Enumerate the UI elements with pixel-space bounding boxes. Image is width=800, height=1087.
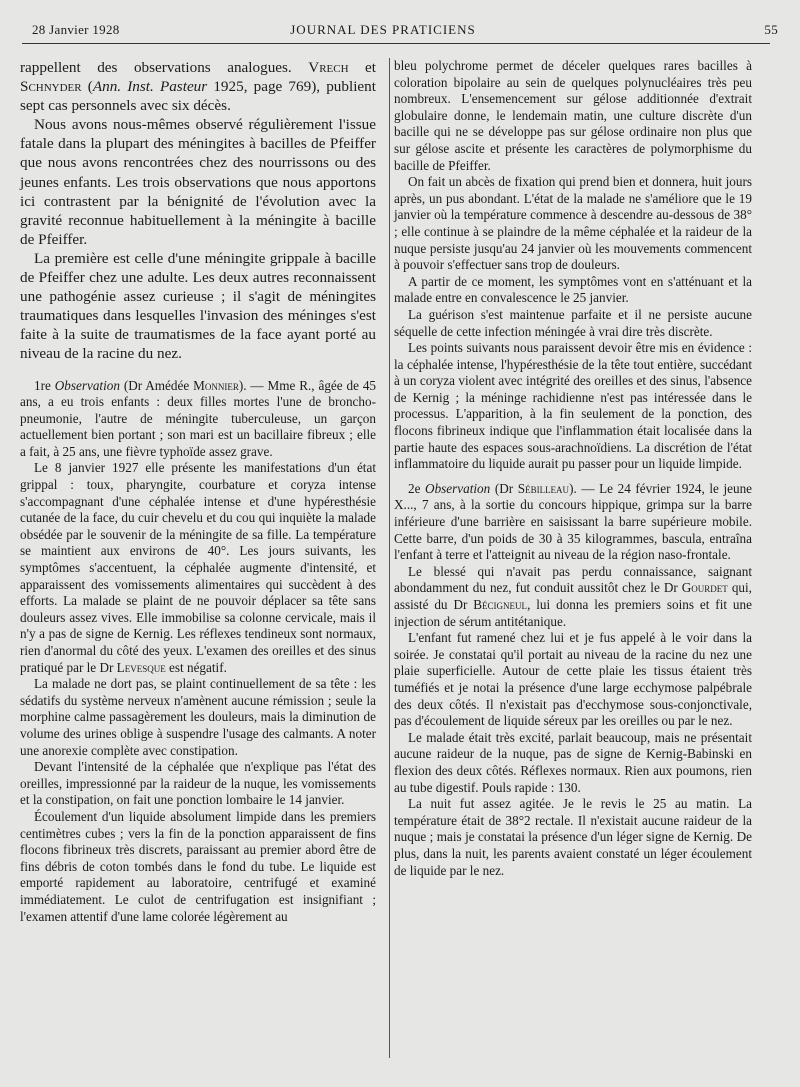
journal-reference: Ann. Inst. Pasteur (92, 78, 208, 96)
right-column (394, 58, 752, 879)
paragraph: Devant l'intensité de la céphalée que n'explique pas l'état des oreilles, impressionné par la raideur de la nuque, les vomissements et la constipation, on fait une ponction lombaire le 14 janvier. (20, 759, 376, 808)
paragraph: L'enfant fut ramené chez lui et je fus appelé à le voir dans la soirée. Je constatai qu'il portait au niveau de la racine du nez une plaie superficielle. Autour de cette plaie les tissus étaient très tuméfiés et je notai la présence d'une large ecchymose palpébrale des deux côtés. Il n'existait pas d'ecchymose sous-conjonctivale, pas d'écoulement de liquide séreux par les oreilles ou par le nez. (394, 630, 752, 729)
author-name: Monnier (193, 377, 239, 393)
paragraph: La malade ne dort pas, se plaint continuellement de sa tête : les sédatifs du système nerveux n'amènent aucune rémission ; seule la morphine calme passagèrement les douleurs, mais la diminution de volume des urines oblige à suspendre l'usage des calmants. A noter une anorexie complète avec constipation. (20, 676, 376, 758)
paragraph: Le malade était très excité, parlait beaucoup, mais ne présentait aucune raideur de la nuque, pas de signe de Kernig-Babinski en flexion des deux côtés. Réflexes normaux. Rien aux poumons, rien au tube digestif. Pouls rapide : 130. (394, 729, 752, 795)
paragraph: La nuit fut assez agitée. Je le revis le 25 au matin. La température était de 38°2 rectale. Il n'existait aucune raideur de la nuque ; mais je constatai la présence d'un léger signe de Kernig. De plus, dans la nuit, les parents avaient constaté un léger écoulement de liquide par le nez. (394, 796, 752, 878)
journal-title: JOURNAL DES PRATICIENS (290, 22, 476, 37)
paragraph: bleu polychrome permet de déceler quelques rares bacilles à coloration bipolaire au sein de quelques polynucléaires très peu nombreux. L'ensemencement sur gélose additionnée d'extrait globulaire donne, le lendemain matin, une culture discrète d'un bacille qui ne se développe pas sur gélose ordinaire non plus que sur gélose ascite et présente les caractères de polymorphisme du bacille de Pfeiffer. (394, 58, 752, 173)
paragraph: Écoulement d'un liquide absolument limpide dans les premiers centimètres cubes ; vers la fin de la ponction apparaissent de fins flocons fibrineux très discrets, paraissant au premier abord être de fins débris de coton tombés dans le fond du tube. Le liquide est emporté rapidement au laboratoire, centrifugé et examiné immédiatement. Le culot de centrifugation est insignifiant ; l'examen attentif d'une lame colorée légèrement au (20, 808, 376, 924)
paragraph: La première est celle d'une méningite grippale à bacille de Pfeiffer chez une adulte. Les deux autres reconnaissent une pathogénie assez curieuse ; il s'agit de méningites traumatiques dans lesquelles l'invasion des méninges s'est faite à la suite de traumatismes de la face ayant porté au niveau de la racine du nez. (20, 249, 376, 363)
paragraph: Nous avons nous-mêmes observé régulièrement l'issue fatale dans la plupart des méningites à bacilles de Pfeiffer que nous avons rencontrées chez des nourrissons ou des jeunes enfants. Les trois observations que nous apportons ici contrastent par la bénignité de l'évolution avec la gravité reconnue habituellement à la méningite à bacille de Pfeiffer. (20, 116, 376, 248)
paragraph: On fait un abcès de fixation qui prend bien et donnera, huit jours après, un pus abondant. L'état de la malade ne s'améliore que le 19 janvier où la température commence à descendre au-dessous de 38° ; elle continue à se plaindre de la même céphalée et la raideur de la nuque persiste jusqu'au 24 janvier où les mouvements commencent à pouvoir s'effectuer sans trop de douleurs. (394, 174, 752, 273)
paragraph: A partir de ce moment, les symptômes vont en s'atténuant et la malade entre en convalescence le 25 janvier. (394, 273, 752, 306)
paragraph: Le blessé qui n'avait pas perdu connaissance, saignant abondamment du nez, fut conduit aussitôt chez le Dr Gourdet qui, assisté du Dr Bécigneul, lui donna les premiers soins et fit une injection de sérum antitétanique. (394, 563, 752, 629)
running-header (26, 22, 778, 40)
paragraph: rappellent des observations analogues. Vrech et Schnyder (Ann. Inst. Pasteur 1925, page 769), publient sept cas personnels avec six décès. (20, 59, 376, 115)
author-name: Sébilleau (517, 480, 570, 496)
author-name: Vrech (308, 59, 349, 76)
issue-date: 28 Janvier 1928 (32, 22, 120, 37)
paragraph: Les points suivants nous paraissent devoir être mis en évidence : la céphalée intense, l'hypéresthésie de la tête tout entière, succédant à un coryza violent avec intégrité des oreilles et des sinus, l'absence de Kernig ; la méninge rachidienne n'est pas intéressée dans le processus. L'apparition, à la fin seulement de la ponction, des flocons fibrineux indique que l'inflammation était localisée dans la partie haute des espaces sous-arachnoïdiens. La discrétion de l'état inflammatoire du liquide aurait pu passer pour un liquide limpide. (394, 340, 752, 472)
header-rule (22, 43, 770, 44)
paragraph: La guérison s'est maintenue parfaite et il ne persiste aucune séquelle de cette infection méningée à vrai dire très discrète. (394, 306, 752, 339)
column-divider (389, 58, 390, 1058)
paragraph: Le 8 janvier 1927 elle présente les manifestations d'un état grippal : toux, pharyngite, courbature et coryza intense s'accompagnant d'une céphalée intense et d'une hypéresthésie cutanée de la face, du cuir chevelu et du cou qui inquiète la malade obsédée par le souvenir de la méningite de sa fille. La température se maintient aux environs de 40°. Les jours suivants, les symptômes s'accentuent, la céphalée augmente d'intensité, et apparaissent des vomissements alimentaires qui succèdent à des efforts. La malade se plaint de ne pouvoir déplacer sa tête sans douleurs assez vives. Elle immobilise sa colonne cervicale, mais il n'y a pas de signe de Kernig. Les réflexes tendineux sont normaux, rien d'anormal du côté des yeux. L'examen des oreilles et des sinus pratiqué par le Dr Levesque est négatif. (20, 460, 376, 675)
observation-1-heading: 1re Observation (Dr Amédée Monnier). — Mme R., âgée de 45 ans, a eu trois enfants : deux filles mortes l'une de broncho-pneumonie, l'autre de méningite tuberculeuse, un garçon actuellement bien portant ; son mari est un bacillaire fibreux ; elle a fait, à 25 ans, une fièvre typhoïde assez grave. (20, 377, 377, 459)
intro-section (20, 58, 376, 364)
author-name: Levesque (116, 659, 166, 675)
author-name: Schnyder (20, 78, 82, 96)
author-name: Bécigneul (473, 597, 528, 612)
page-number: 55 (764, 22, 778, 37)
left-column (20, 58, 376, 925)
observation-2-heading: 2e Observation (Dr Sébilleau). — Le 24 février 1924, le jeune X..., 7 ans, à la sortie du concours hippique, grimpa sur la barre inférieure d'une barrière en saisissant la barre supérieure mobile. Cette barre, d'un poids de 30 à 35 kilogrammes, bascula, entraîna l'enfant à terre et l'atteignit au niveau de la région naso-frontale. (394, 480, 753, 563)
author-name: Gourdet (681, 580, 728, 596)
